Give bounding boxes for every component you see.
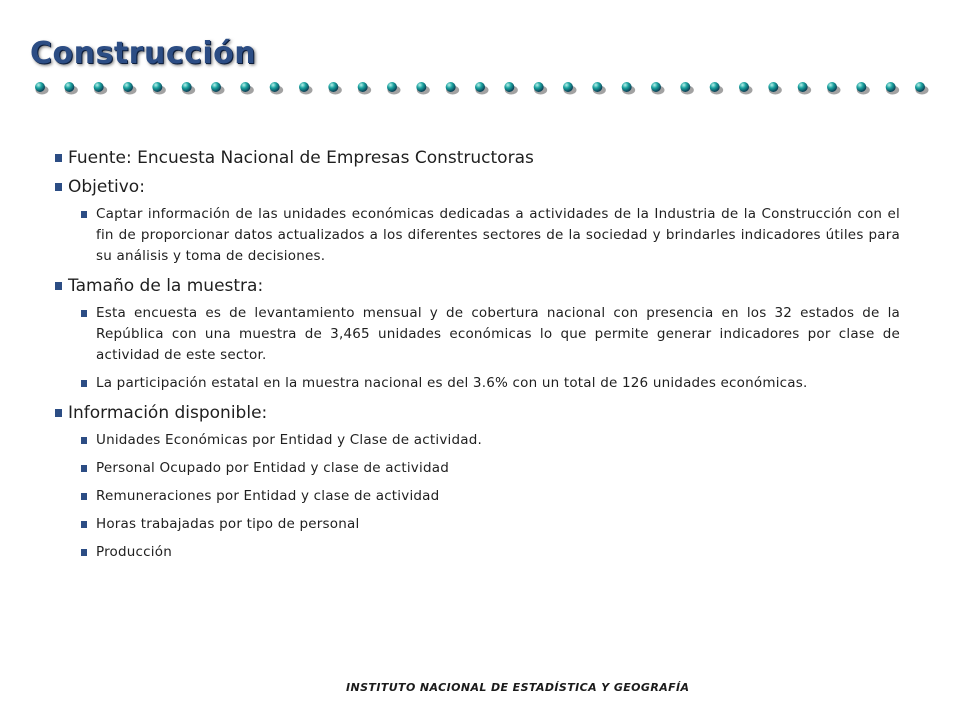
list-item — [81, 514, 900, 535]
decorative-dot — [387, 82, 397, 92]
square-bullet-icon — [55, 282, 62, 290]
inegi-logo: INSTITUTO NACIONAL DE ESTADÍSTICA Y GEOGRAFÍA — [346, 681, 690, 694]
square-bullet-icon — [81, 380, 87, 387]
list-item — [81, 486, 900, 507]
list-item — [81, 303, 900, 366]
decorative-dot — [915, 82, 925, 92]
section-tamano — [52, 274, 900, 298]
decorative-dot — [622, 82, 632, 92]
decorative-dot — [35, 82, 45, 92]
info-item-2: Personal Ocupado por Entidad y clase de actividad — [96, 460, 449, 476]
list-item — [81, 373, 900, 394]
decorative-dot — [504, 82, 514, 92]
decorative-dot — [710, 82, 720, 92]
decorative-dot — [416, 82, 426, 92]
decorative-dot — [328, 82, 338, 92]
square-bullet-icon — [81, 211, 87, 218]
square-bullet-icon — [55, 183, 62, 191]
info-item-5: Producción — [96, 544, 172, 560]
decorative-dot — [211, 82, 221, 92]
square-bullet-icon — [81, 549, 87, 556]
decorative-dot — [827, 82, 837, 92]
decorative-dot — [123, 82, 133, 92]
info-item-3: Remuneraciones por Entidad y clase de actividad — [96, 488, 440, 504]
square-bullet-icon — [81, 521, 87, 528]
tamano-text-1: Esta encuesta es de levantamiento mensual y de cobertura nacional con presencia en los 32 estados de la República con una muestra de 3,465 unidades económicas lo que permite generar indicadores por clase de actividad de este sector. — [96, 305, 900, 363]
slide-title: Construcción — [30, 36, 257, 71]
square-bullet-icon — [81, 465, 87, 472]
decorative-dot — [240, 82, 250, 92]
decorative-dot — [152, 82, 162, 92]
info-item-4: Horas trabajadas por tipo de personal — [96, 516, 360, 532]
decorative-dot — [182, 82, 192, 92]
square-bullet-icon — [81, 493, 87, 500]
decorative-dot — [856, 82, 866, 92]
decorative-dot — [768, 82, 778, 92]
decorative-dot — [475, 82, 485, 92]
section-info — [52, 401, 900, 425]
decorative-dot — [358, 82, 368, 92]
square-bullet-icon — [55, 409, 62, 417]
info-item-1: Unidades Económicas por Entidad y Clase de actividad. — [96, 432, 482, 448]
objetivo-text: Captar información de las unidades económicas dedicadas a actividades de la Industria de la Construcción con el fin de proporcionar datos actualizados a los diferentes sectores de la sociedad y brindarles indicadores útiles para su análisis y toma de decisiones. — [96, 206, 900, 264]
section-tamano-label: Tamaño de la muestra: — [68, 276, 264, 296]
section-objetivo-label: Objetivo: — [68, 177, 145, 197]
list-item — [81, 204, 900, 267]
section-info-label: Información disponible: — [68, 403, 268, 423]
decorative-dot — [680, 82, 690, 92]
square-bullet-icon — [55, 154, 62, 162]
list-item — [81, 458, 900, 479]
decorative-dot — [94, 82, 104, 92]
decorative-dot — [798, 82, 808, 92]
decorative-dot — [886, 82, 896, 92]
tamano-text-2: La participación estatal en la muestra nacional es del 3.6% con un total de 126 unidades económicas. — [96, 375, 808, 391]
decorative-dot — [64, 82, 74, 92]
section-objetivo — [52, 175, 900, 199]
list-item — [81, 542, 900, 563]
decorative-dot — [446, 82, 456, 92]
section-fuente-label: Fuente: Encuesta Nacional de Empresas Constructoras — [68, 148, 534, 168]
square-bullet-icon — [81, 310, 87, 317]
decorative-dot — [299, 82, 309, 92]
decorative-dot — [563, 82, 573, 92]
slide-content — [52, 146, 900, 570]
square-bullet-icon — [81, 437, 87, 444]
decorative-dot — [739, 82, 749, 92]
section-fuente — [52, 146, 900, 170]
list-item — [81, 430, 900, 451]
decorative-dot — [651, 82, 661, 92]
decorative-dot — [270, 82, 280, 92]
decorative-dot — [534, 82, 544, 92]
decorative-dot-rule — [30, 78, 930, 98]
decorative-dot — [592, 82, 602, 92]
